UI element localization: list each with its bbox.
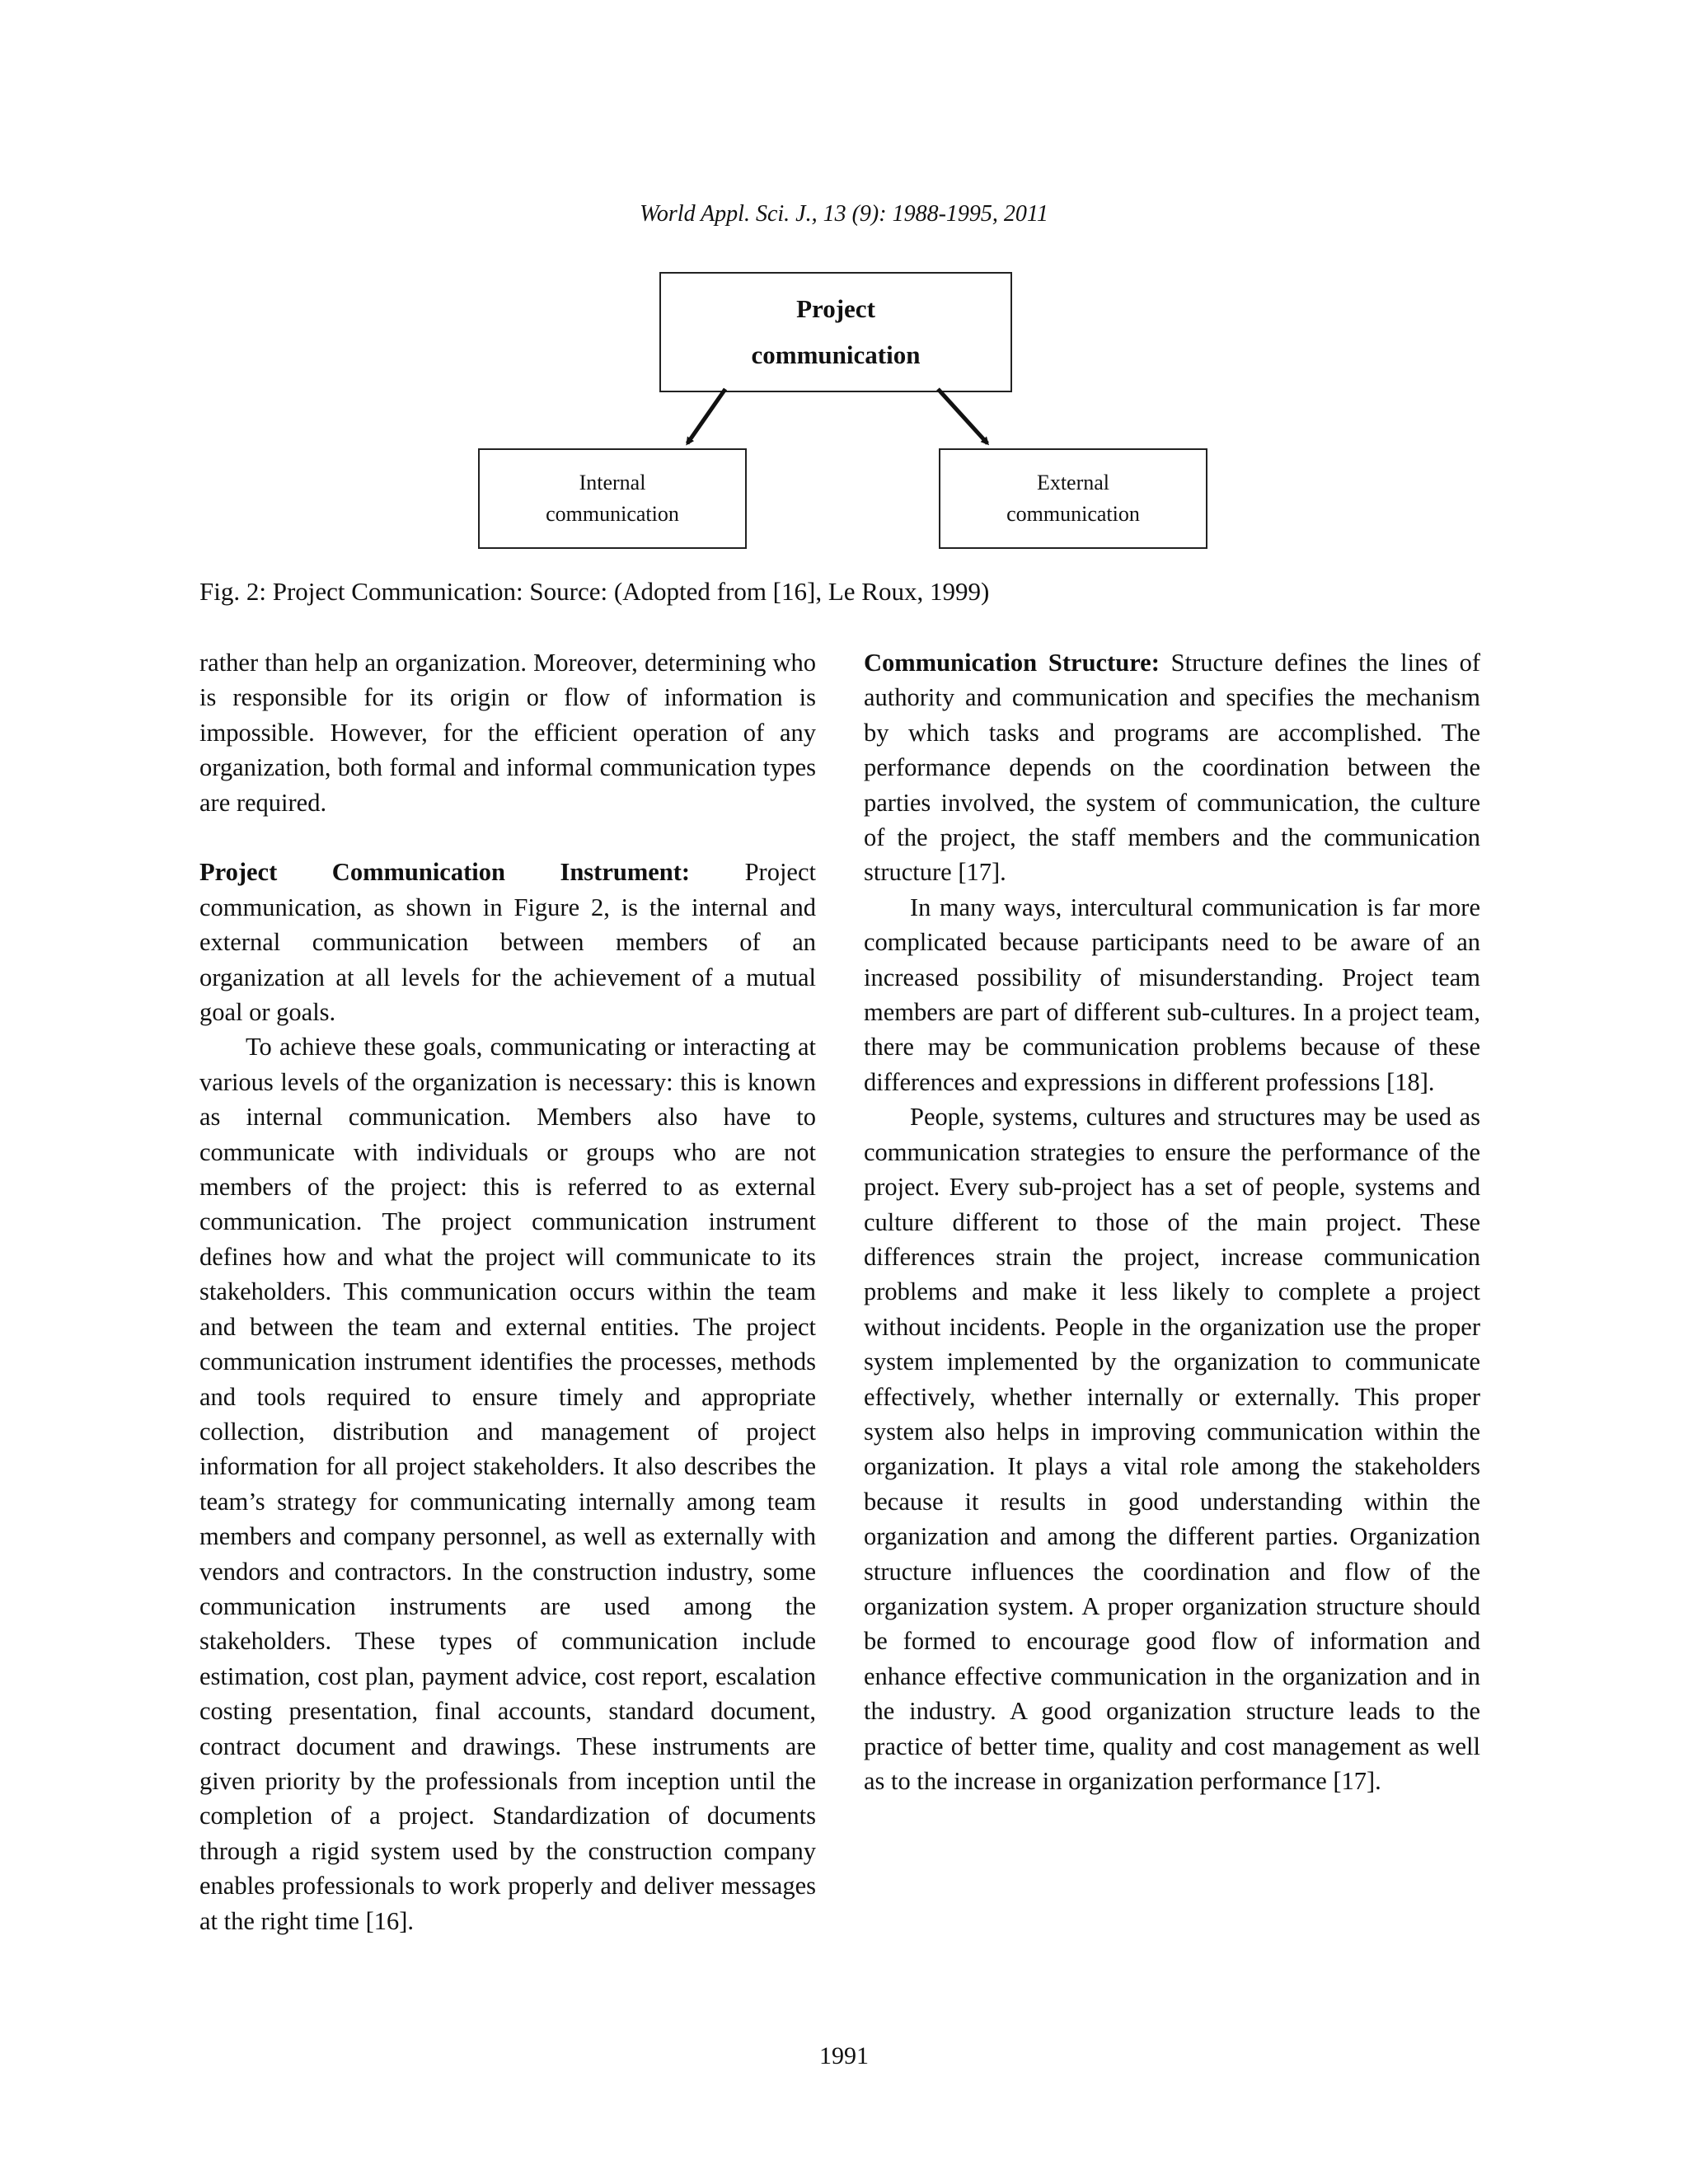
arrow-to-external <box>938 389 987 443</box>
section-heading: Project Communication Instrument: <box>199 858 691 887</box>
paragraph-text: Project communication, as shown in Figure 2, is the internal and external communication between members of an organization at all levels for the achievement of a mutual goal or goals. <box>199 858 816 1027</box>
figure-box-label: Internal <box>579 471 646 494</box>
figure-caption: Fig. 2: Project Communication: Source: (Adopted from [16], Le Roux, 1999) <box>199 577 990 606</box>
left-column <box>199 645 816 1938</box>
paragraph: In many ways, intercultural communication is far more complicated because participants need to be aware of an increased possibility of misunderstanding. Project team members are part of different sub-cultures. In a project team, there may be communication problems because of these differences and expressions in different professions [18]. <box>864 893 1480 1096</box>
figure-box-label: communication <box>546 502 679 526</box>
arrow-to-internal <box>687 389 725 443</box>
figure-box-label: Project <box>796 294 875 323</box>
paragraph-text: Structure defines the lines of authority and communication and specifies the mechanism by which tasks and programs are accomplished. The performance depends on the coordination between the parties involved, the system of communication, the culture of the project, the staff members and the communication structure [17]. <box>864 649 1480 887</box>
right-column <box>864 645 1480 1798</box>
section-paragraph <box>864 645 1480 890</box>
figure-box-external-communication <box>939 448 1207 549</box>
paragraph: rather than help an organization. Moreover, determining who is responsible for its origin or flow of information is impossible. However, for the efficient operation of any organization, both formal and informal communication types are required. <box>199 649 816 817</box>
page-number: 1991 <box>819 2042 869 2069</box>
figure-box-internal-communication <box>478 448 747 549</box>
figure-box-label: External <box>1036 471 1110 494</box>
section-heading: Communication Structure: <box>864 649 1160 677</box>
figure-box-label: communication <box>1006 502 1140 526</box>
figure-box-project-communication <box>659 272 1012 392</box>
running-head: World Appl. Sci. J., 13 (9): 1988-1995, 2011 <box>640 201 1048 227</box>
paragraph: To achieve these goals, communicating or interacting at various levels of the organization is necessary: this is known as internal communication. Members also have to communicate with individuals or groups who are not members of the project: this is referred to as external communication. The project communication instrument defines how and what the project will communicate to its stakeholders. This communication occurs within the team and between the team and external entities. The project communication instrument identifies the processes, methods and tools required to ensure timely and appropriate collection, distribution and management of project information for all project stakeholders. It also describes the team’s strategy for communicating internally among team members and company personnel, as well as externally with vendors and contractors. In the construction industry, some communication instruments are used among the stakeholders. These types of communication include estimation, cost plan, payment advice, cost report, escalation costing presentation, final accounts, standard document, contract document and drawings. These instruments are given priority by the professionals from inception until the completion of a project. Standardization of documents through a rigid system used by the construction company enables professionals to work properly and deliver messages at the right time [16]. <box>199 1033 816 1935</box>
paragraph: People, systems, cultures and structures may be used as communication strategies to ensure the performance of the project. Every sub-project has a set of people, systems and culture different to those of the main project. These differences strain the project, increase communication problems and make it less likely to complete a project without incidents. People in the organization use the proper system implemented by the organization to communicate effectively, whether internally or externally. This proper system also helps in improving communication within the organization. It plays a vital role among the stakeholders because it results in good understanding within the organization and among the different parties. Organization structure influences the coordination and flow of the organization system. A proper organization structure should be formed to encourage good flow of information and enhance effective communication in the organization and in the industry. A good organization structure leads to the practice of better time, quality and cost management as well as to the increase in organization performance [17]. <box>864 1103 1480 1795</box>
figure-box-label: communication <box>751 340 921 369</box>
section-paragraph <box>199 855 816 1029</box>
